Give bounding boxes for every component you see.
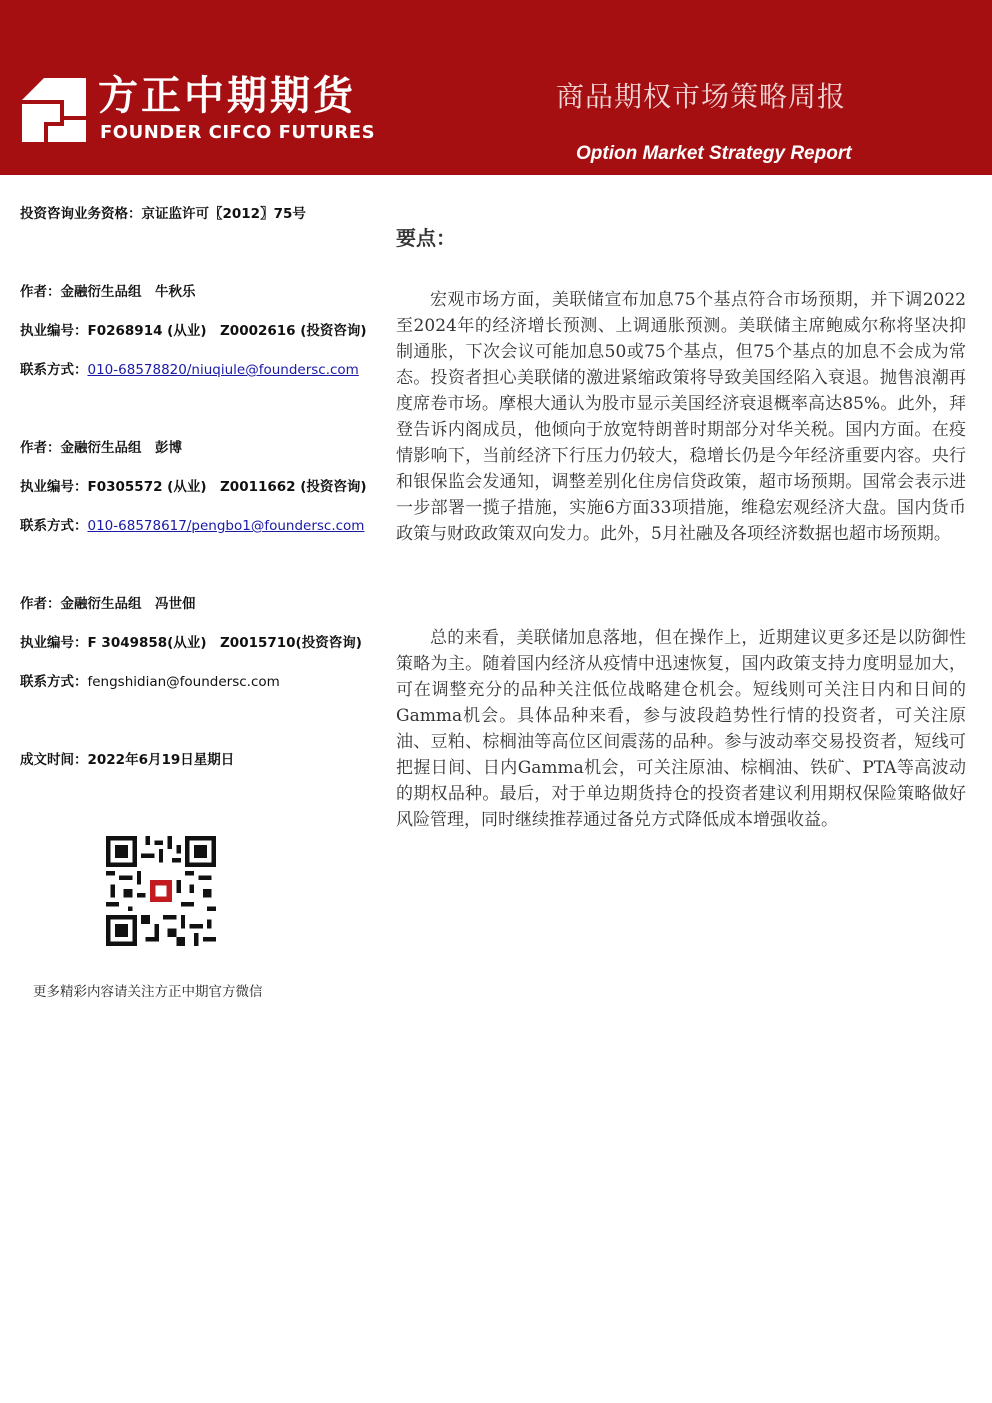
section-title: 要点：: [396, 226, 456, 250]
report-title-en: Option Market Strategy Report: [576, 143, 852, 164]
paragraph-summary: 总的来看，美联储加息落地，但在操作上，近期建议更多还是以防御性策略为主。随着国内经济从疫情中迅速恢复，国内政策支持力度明显加大，可在调整充分的品种关注低位战略建仓机会。短线则可关注日内和日间的Gamma机会。具体品种来看，参与波段趋势性行情的投资者，可关注原油、豆粕、棕榈油等高位区间震荡的品种。参与波动率交易投资者，短线可把握日间、日内Gamma机会，可关注原油、棕榈油、铁矿、PTA等高波动的期权品种。最后，对于单边期货持仓的投资者建议利用期权保险策略做好风险管理，同时继续推荐通过备兑方式降低成本增强收益。: [396, 628, 966, 830]
contact-2: [20, 517, 364, 535]
company-logo-icon: [22, 78, 86, 142]
qr-caption: 更多精彩内容请关注方正中期官方微信: [33, 984, 263, 1000]
brand-name-cn: 方正中期期货: [98, 73, 356, 119]
report-title-cn: 商品期权市场策略周报: [556, 80, 847, 113]
report-date: 成文时间：2022年6月19日星期日: [20, 752, 235, 768]
contact-label: 联系方式：: [20, 674, 88, 690]
contact-text-3: fengshidian@foundersc.com: [87, 674, 280, 690]
paragraph-macro: 宏观市场方面，美联储宣布加息75个基点符合市场预期，并下调2022至2024年的经济增长预测、上调通胀预测。美联储主席鲍威尔称将坚决抑制通胀，下次会议可能加息50或75个基点，但75个基点的加息不会成为常态。投资者担心美联储的激进紧缩政策将导致美国经陷入衰退。抛售浪潮再度席卷市场。摩根大通认为股市显示美国经济衰退概率高达85%。此外，拜登告诉内阁成员，他倾向于放宽特朗普时期部分对华关税。国内方面。在疫情影响下，当前经济下行压力仍较大，稳增长仍是今年经济重要内容。央行和银保监会发通知，调整差别化住房信贷政策，超市场预期。国常会表示进一步部署一揽子措施，实施6方面33项措施，维稳宏观经济大盘。国内货币政策与财政政策双向发力。此外，5月社融及各项经济数据也超市场预期。: [396, 290, 966, 544]
qualification: 投资咨询业务资格：京证监许可〖2012〗75号: [20, 206, 306, 222]
contact-link-1[interactable]: 010-68578820/niuqiule@foundersc.com: [87, 362, 359, 378]
cert-3: 执业编号：F 3049858(从业) Z0015710(投资咨询): [20, 635, 362, 651]
cert-1: 执业编号：F0268914 (从业) Z0002616 (投资咨询): [20, 323, 367, 339]
author-3: 作者：金融衍生品组 冯世佃: [20, 596, 196, 612]
contact-label: 联系方式：: [20, 362, 88, 378]
brand-name-en: FOUNDER CIFCO FUTURES: [100, 122, 376, 143]
wechat-qr-code-icon: [106, 836, 216, 946]
contact-link-2[interactable]: 010-68578617/pengbo1@foundersc.com: [87, 518, 365, 534]
author-2: 作者：金融衍生品组 彭博: [20, 440, 182, 456]
contact-label: 联系方式：: [20, 518, 88, 534]
contact-3: [20, 673, 280, 691]
header-banner: [0, 0, 992, 175]
author-1: 作者：金融衍生品组 牛秋乐: [20, 284, 196, 300]
cert-2: 执业编号：F0305572 (从业) Z0011662 (投资咨询): [20, 479, 367, 495]
contact-1: [20, 361, 359, 379]
